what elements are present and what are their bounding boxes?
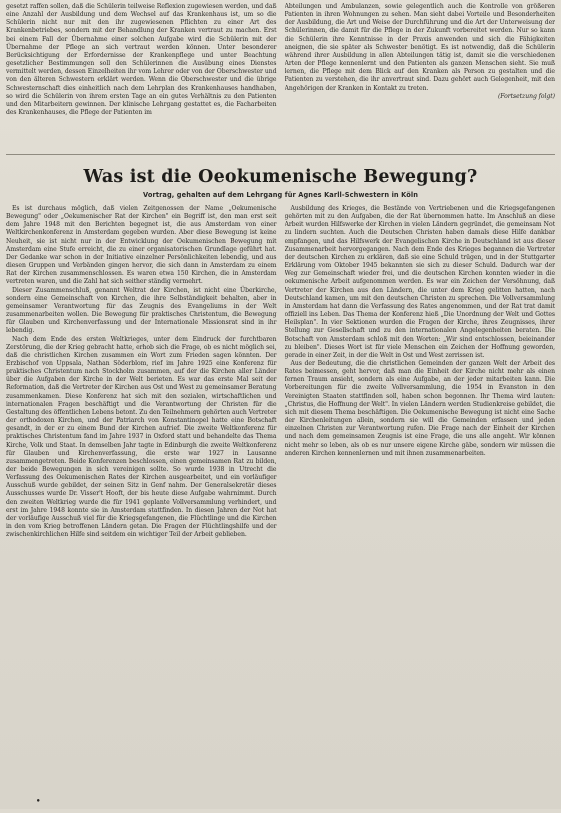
article-body xyxy=(6,205,555,813)
section-divider xyxy=(6,154,555,155)
article-headline: Was ist die Oeokumenische Bewegung? xyxy=(83,167,478,187)
page-marker: • xyxy=(36,796,41,805)
article-body-left-column xyxy=(6,205,277,813)
paragraph: Aus der Bedeutung, die die christlichen Gemeinden der ganzen Welt der Arbeit des Rates beimessen, geht hervor, daß man die Einheit der Kirche nicht mehr als einen fernen Traum ansieht, sondern als eine Aufgabe, an der jeder mitarbeiten kann. Die Vorbereitungen für die zweite Vollversammlung, die 1954 in Evanston in den Vereinigten Staaten stattfinden soll, haben schon begonnen. Ihr Thema wird lauten: „Christus, die Hoffnung der Welt". In vielen Ländern werden Studienkreise gebildet, die sich mit diesem Thema beschäftigen. Die Oekumenische Bewegung ist nicht eine Sache der Kirchenleitungen allein, sondern sie will die Gemeinden erfassen und jeden einzelnen Christen zur Verantwortung rufen. Die Frage nach der Einheit der Kirchen und nach dem gemeinsamen Zeugnis ist eine Frage, die uns alle angeht. Wir können nicht mehr so leben, als ob es nur unsere eigene Kirche gäbe, sondern wir müssen die anderen Kirchen kennenlernen und mit ihnen zusammenarbeiten. xyxy=(284,359,555,457)
article-continuation xyxy=(6,3,555,150)
article-subheadline: Vortrag, gehalten auf dem Lehrgang für Agnes Karll-Schwestern in Köln xyxy=(143,191,418,199)
article-continuation-right-text: Abteilungen und Ambulanzen, sowie gelegentlich auch die Kontrolle von größeren Patienten in ihren Wohnungen zu sehen. Man sieht dabei Vorteile und Besonderheiten der Ausbildung, die Art und Weise der Durchführung und die Art der Unterweisung der Schülerinnen, die damit für die Pflege in der Zukunft vorbereitet werden. Nur so kann die Schülerin ihre Kenntnisse in der Praxis anwenden und sich die Fähigkeiten aneignen, die sie später als Schwester benötigt. Es ist notwendig, daß die Schülerin während ihrer Ausbildung in allen Abteilungen tätig ist, damit sie die verschiedenen Arten der Pflege kennenlernt und den Patienten als ganzen Menschen sieht. Sie muß lernen, die Pflege mit dem Blick auf den Kranken als Person zu gestalten und die Patienten zu verstehen, die ihr anvertraut sind. Dazu gehört auch Gelegenheit, mit den Angehörigen der Kranken in Kontakt zu treten. xyxy=(284,3,555,92)
article-continuation-left-text: gesetzt raffen sollen, daß die Schülerin teilweise Reflexion zugewiesen werden, und daß eine Anzahl der Ausbildung und dem Wechsel auf das Krankenhaus ist, um so die Schülerin nicht nur mit den ihr zugewiesenen Pflichten zu einer Art des Krankenbetriebes, sondern mit der Behandlung der Kranken vertraut zu machen. Erst bei einem Fall der Übernahme einer solchen Aufgabe wird die Schülerin mit der Übernahme der Pflege an sich vertraut werden können. Unter besonderer Berücksichtigung der Erfordernisse der Krankenpflege und unter Beachtung gesetzlicher Bestimmungen soll den Schülerinnen die Ausübung eines Dienstes vermittelt werden, dessen Einzelheiten ihr vom Lehrer oder von der Oberschwester und von den älteren Schwestern erklärt werden. Wenn die Oberschwester und die übrige Schwesternschaft dies einheitlich nach dem Lehrplan des Krankenhauses handhaben, so wird die Schülerin von ihrem ersten Tage an ein gutes Verhältnis zu den Patienten und den Mitarbeitern gewinnen. Der klinische Lehrgang gestattet es, die Facharbeiten des Krankenhauses, die Pflege der Patienten im xyxy=(6,3,277,117)
paragraph: Dieser Zusammenschluß, genannt Weltrat der Kirchen, ist nicht eine Überkirche, sondern eine Gemeinschaft von Kirchen, die ihre Selbständigkeit behalten, aber in gemeinsamer Verantwortung für das Zeugnis des Evangeliums in der Welt zusammenarbeiten wollen. Die Bewegung für praktisches Christentum, die Bewegung für Glauben und Kirchenverfassung und der Internationale Missionsrat sind in ihr lebendig. xyxy=(6,286,277,335)
article-body-right-column xyxy=(285,205,556,813)
paragraph: Ausbildung des Krieges, die Bestände von Vertriebenen und die Kriegsgefangenen gehörten mit zu den Aufgaben, die der Rat übernommen hatte. Im Anschluß an diese Arbeit wurden Hilfswerke der Kirchen in vielen Ländern gegründet, die gemeinsam Not zu lindern suchten. Auch die Deutschen Christen haben damals diese Hilfe dankbar empfangen, und das Hilfswerk der Evangelischen Kirche in Deutschland ist aus dieser Zusammenarbeit hervorgegangen. Nach dem Ende des Krieges begannen die Vertreter der deutschen Kirchen zu erklären, daß sie eine Schuld trügen, und in der Stuttgarter Erklärung vom Oktober 1945 bekannten sie sich zu dieser Schuld. Dadurch war der Weg zur Gemeinschaft wieder frei, und die deutschen Kirchen konnten wieder in die oekumenische Arbeit aufgenommen werden. Es war ein Zeichen der Versöhnung, daß Vertreter der Kirchen aus den Ländern, die unter dem Krieg gelitten hatten, nach Deutschland kamen, um mit den deutschen Christen zu sprechen. Die Vollversammlung in Amsterdam hat dann die Verfassung des Rates angenommen, und der Rat trat damit offiziell ins Leben. Das Thema der Konferenz hieß „Die Unordnung der Welt und Gottes Heilsplan". In vier Sektionen wurden die Fragen der Kirche, ihres Zeugnisses, ihrer Stellung zur Gesellschaft und zu den internationalen Angelegenheiten beraten. Die Botschaft von Amsterdam schloß mit den Worten: „Wir sind entschlossen, beieinander zu bleiben". Dieses Wort ist für viele Menschen ein Zeichen der Hoffnung geworden, gerade in einer Zeit, in der die Welt in Ost und West zerrissen ist. xyxy=(284,205,555,359)
article-continuation-left-column xyxy=(6,3,277,150)
article-continuation-right-column xyxy=(285,3,556,150)
continuation-credit: (Fortsetzung folgt) xyxy=(497,92,555,100)
paragraph: Es ist durchaus möglich, daß vielen Zeitgenossen der Name „Oekumenische Bewegung" oder „Oekumenischer Rat der Kirchen" ein Begriff ist, den man erst seit dem Jahre 1948 mit den Berichten begegnet ist, die aus Amsterdam von einer Weltkirchenkonferenz in Amsterdam gegeben wurden. Aber diese Bewegung ist keine Neuheit, sie ist nicht nur in der Entwicklung der Oekumenischen Bewegung mit Amsterdam eine Stufe erreicht, die zu einer organisatorischen Grundlage geführt hat. Der Gedanke war schon in der Initiative einzelner Persönlichkeiten lebendig, und aus diesen Gruppen und Verbänden gingen hervor, die sich dann in Amsterdam zu einem Rat der Kirchen zusammenschlossen. Es waren etwa 150 Kirchen, die in Amsterdam vertreten waren, und die Zahl hat sich seither ständig vermehrt. xyxy=(6,205,277,286)
paragraph: Nach dem Ende des ersten Weltkrieges, unter dem Eindruck der furchtbaren Zerstörung, die der Krieg gebracht hatte, erhob sich die Frage, ob es nicht möglich sei, daß die christlichen Kirchen zusammen ein Wort zum Frieden sagen könnten. Der Erzbischof von Uppsala, Nathan Söderblom, rief im Jahre 1925 eine Konferenz für praktisches Christentum nach Stockholm zusammen, auf der die Kirchen aller Länder über die Aufgaben der Kirche in der Welt berieten. Es war das erste Mal seit der Reformation, daß die Vertreter der Kirchen aus Ost und West zu gemeinsamer Beratung zusammenkamen. Diese Konferenz hat sich mit den sozialen, wirtschaftlichen und internationalen Fragen beschäftigt und die Verantwortung der Christen für die Gestaltung des öffentlichen Lebens betont. Zu den Teilnehmern gehörten auch Vertreter der orthodoxen Kirchen, und der Patriarch von Konstantinopel hatte eine Botschaft gesandt, in der er zu einem Bund der Kirchen aufrief. Die zweite Weltkonferenz für praktisches Christentum fand im Jahre 1937 in Oxford statt und behandelte das Thema Kirche, Volk und Staat. In demselben Jahr tagte in Edinburgh die zweite Weltkonferenz für Glauben und Kirchenverfassung, die erste war 1927 in Lausanne zusammengetreten. Beide Konferenzen beschlossen, einen gemeinsamen Rat zu bilden, der beide Bewegungen in sich vereinigen sollte. So wurde 1938 in Utrecht die Verfassung des Oekumenischen Rates der Kirchen ausgearbeitet, und ein vorläufiger Ausschuß wurde gebildet, der seinen Sitz in Genf nahm. Der Generalsekretär dieses Ausschusses wurde Dr. Visser't Hooft, der bis heute diese Aufgabe wahrnimmt. Durch den zweiten Weltkrieg wurde die für 1941 geplante Vollversammlung verhindert, und erst im Jahre 1948 konnte sie in Amsterdam stattfinden. In diesen Jahren der Not hat der vorläufige Ausschuß viel für die Kriegsgefangenen, die Flüchtlinge und die Kirchen in den vom Krieg betroffenen Ländern getan. Die Fragen der Flüchtlingshilfe und der zwischenkirchlichen Hilfe sind seitdem ein wichtiger Teil der Arbeit geblieben. xyxy=(6,335,277,539)
